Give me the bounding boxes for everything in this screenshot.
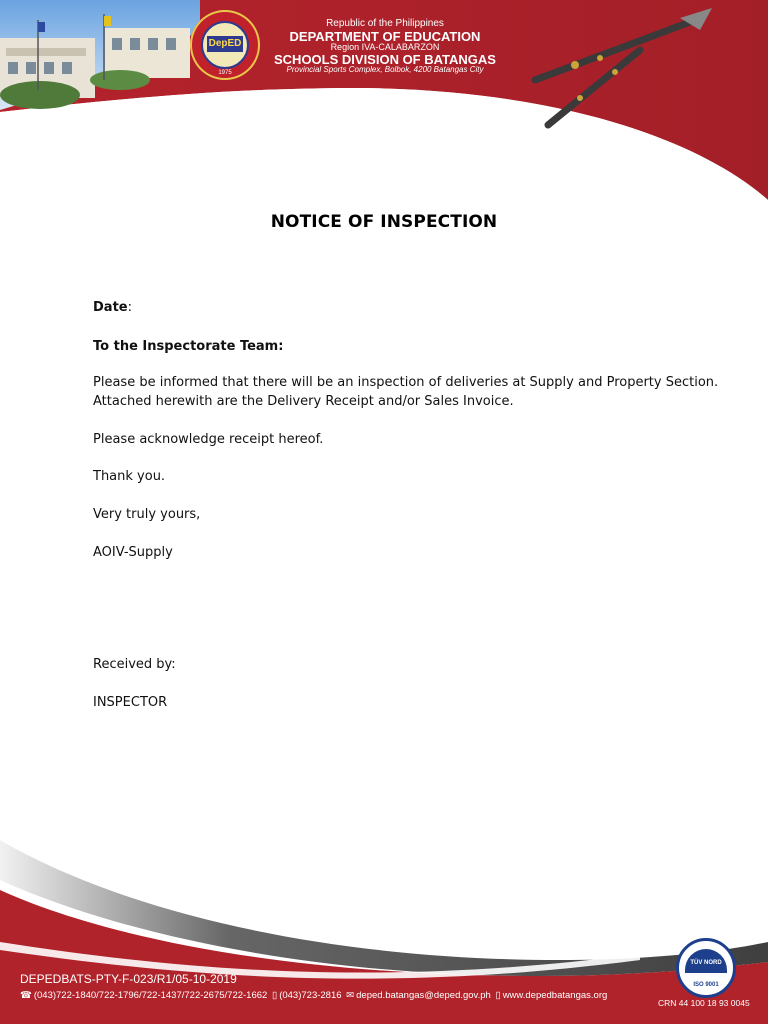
republic-label: Republic of the Philippines	[326, 18, 444, 29]
iso-standard: ISO 9001	[693, 982, 719, 988]
phone-icon: ☎	[20, 990, 32, 1001]
deped-seal	[190, 10, 260, 80]
iso-certification-badge	[676, 938, 736, 998]
website-link[interactable]: www.depedbatangas.org	[502, 990, 608, 1001]
form-code: DEPEDBATS-PTY-F-023/R1/05-10-2019	[20, 972, 237, 986]
globe-icon: ▯	[495, 990, 501, 1001]
address-label: Provincial Sports Complex, Bolbok, 4200 Batangas City	[286, 65, 484, 75]
fax-number: (043)723-2816	[279, 990, 342, 1001]
tuv-nord-logo: TÜV NORD	[685, 949, 727, 973]
date-colon: :	[127, 300, 132, 315]
fax-icon: ▯	[271, 990, 278, 1001]
mail-icon: ✉	[346, 990, 355, 1001]
department-label: DEPARTMENT OF EDUCATION	[289, 28, 481, 44]
addressee: To the Inspectorate Team:	[93, 339, 284, 354]
date-line	[93, 300, 132, 315]
inspector-label: INSPECTOR	[93, 695, 168, 710]
paragraph-1-line-2: Attached herewith are the Delivery Receipt and/or Sales Invoice.	[93, 394, 514, 409]
footer-contacts	[20, 990, 609, 1001]
seal-year: 1975	[218, 70, 232, 76]
deped-logo: DepED	[207, 36, 243, 52]
document-title: NOTICE OF INSPECTION	[270, 212, 498, 232]
seal-emblem	[201, 21, 249, 69]
paragraph-2: Please acknowledge receipt hereof.	[93, 432, 324, 447]
header-text	[270, 19, 500, 75]
received-by-label: Received by:	[93, 657, 176, 672]
phone-numbers: (043)722-1840/722-1796/722-1437/722-2675/722-1662	[33, 990, 268, 1001]
division-label: SCHOOLS DIVISION OF BATANGAS	[274, 51, 496, 67]
signatory: AOIV-Supply	[93, 545, 173, 560]
email-address[interactable]: deped.batangas@deped.gov.ph	[356, 990, 491, 1001]
region-label: Region IVA-CALABARZON	[330, 42, 440, 53]
closing-line: Very truly yours,	[93, 507, 201, 522]
thanks-line: Thank you.	[93, 469, 166, 484]
date-label: Date	[93, 300, 128, 315]
paragraph-1-line-1: Please be informed that there will be an inspection of deliveries at Supply and Property Section.	[93, 375, 719, 390]
crn-number: CRN 44 100 18 93 0045	[658, 998, 750, 1008]
